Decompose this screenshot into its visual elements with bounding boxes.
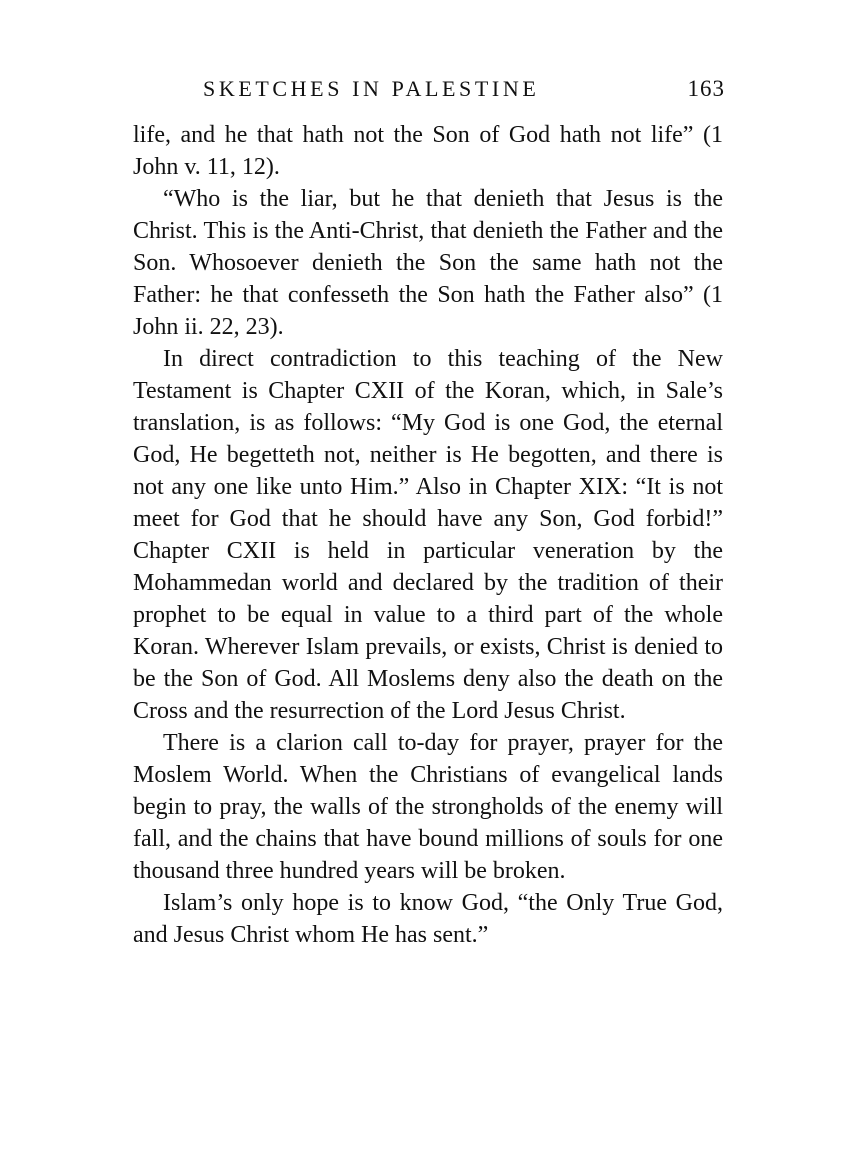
paragraph-islam-hope: Islam’s only hope is to know God, “the Only True God, and Jesus Christ whom He has sent.” <box>133 890 723 948</box>
paragraph-john-quote: “Who is the liar, but he that denieth that Jesus is the Christ. This is the Anti-Christ, that denieth the Father and the Son. Whosoever denieth the Son the same hath not the Father: he that confesseth the Son hath the Father also” (1 John ii. 22, 23). <box>133 186 723 340</box>
paragraph-clarion-call: There is a clarion call to-day for prayer, prayer for the Moslem World. When the Christians of evangelical lands begin to pray, the walls of the strongholds of the enemy will fall, and the chains that have bound millions of souls for one thousand three hundred years will be broken. <box>133 730 723 884</box>
page-body <box>133 119 723 951</box>
page-number: 163 <box>687 76 725 101</box>
paragraph-continued: life, and he that hath not the Son of God hath not life” (1 John v. 11, 12). <box>133 122 723 180</box>
running-head <box>203 72 725 106</box>
running-title: SKETCHES IN PALESTINE <box>203 76 540 101</box>
paragraph-koran: In direct contradiction to this teaching of the New Testament is Chapter CXII of the Koran, which, in Sale’s translation, is as follows: “My God is one God, the eternal God, He begetteth not, neither is He begotten, and there is not any one like unto Him.” Also in Chapter XIX: “It is not meet for God that he should have any Son, God forbid!” Chapter CXII is held in particular veneration by the Mohammedan world and declared by the tradition of their prophet to be equal in value to a third part of the whole Koran. Wherever Islam prevails, or exists, Christ is denied to be the Son of God. All Moslems deny also the death on the Cross and the resurrection of the Lord Jesus Christ. <box>133 346 723 724</box>
